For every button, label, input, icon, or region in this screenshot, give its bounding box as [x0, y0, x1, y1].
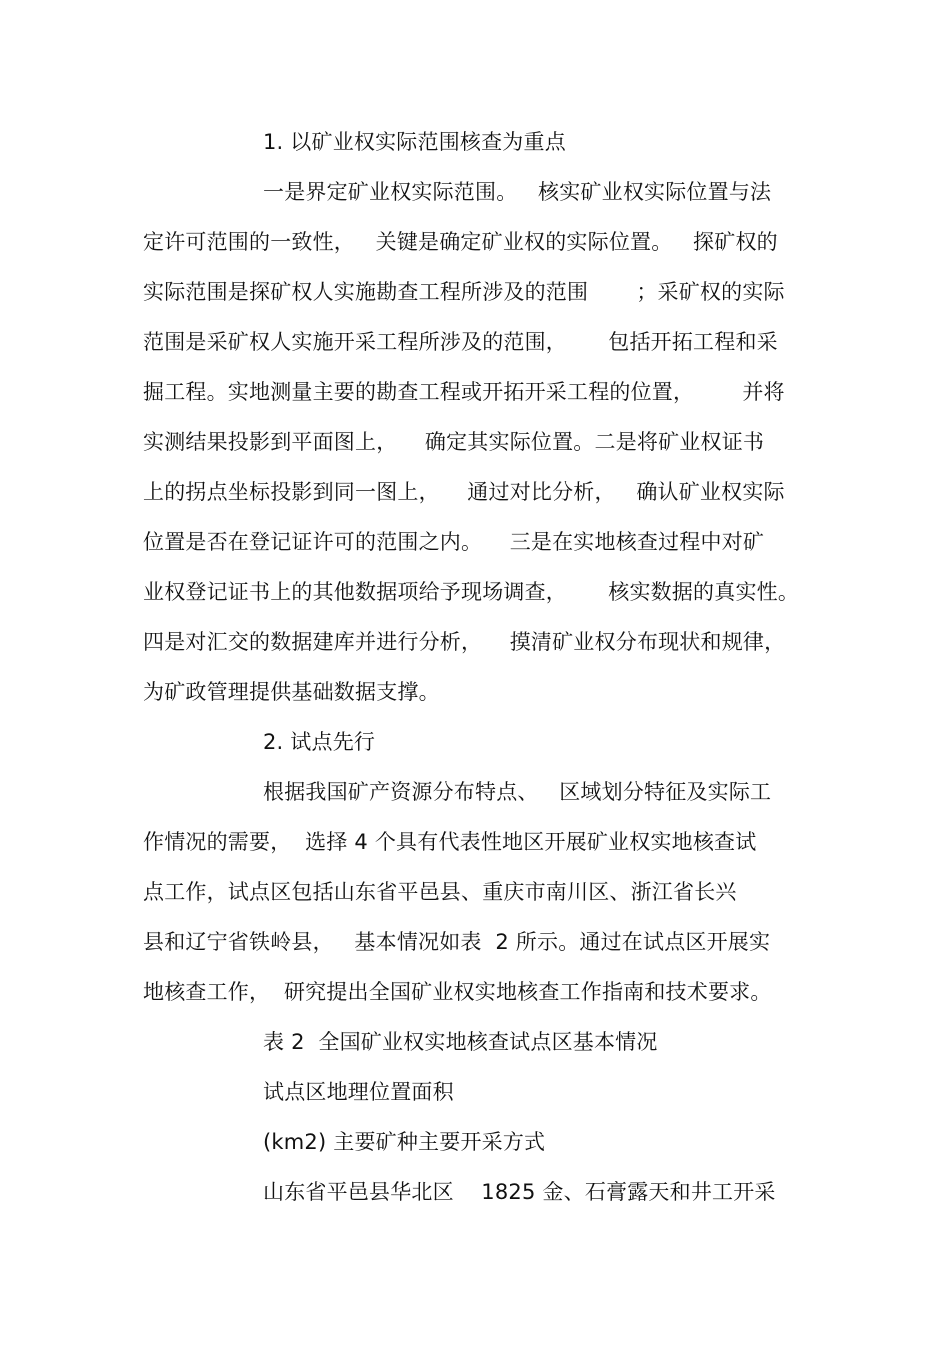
paragraph-line: 位置是否在登记证许可的范围之内。 三是在实地核查过程中对矿: [143, 530, 765, 554]
paragraph-line: 实际范围是探矿权人实施勘查工程所涉及的范围 ；采矿权的实际: [143, 280, 785, 304]
paragraph-line: 业权登记证书上的其他数据项给予现场调查， 核实数据的真实性。: [143, 580, 800, 604]
paragraph-line: 一是界定矿业权实际范围。 核实矿业权实际位置与法: [263, 180, 772, 204]
paragraph-line: 四是对汇交的数据建库并进行分析， 摸清矿业权分布现状和规律，: [143, 630, 786, 654]
paragraph-line: 作情况的需要， 选择 4 个具有代表性地区开展矿业权实地核查试: [143, 830, 757, 854]
table-header-line: 试点区地理位置面积: [263, 1080, 454, 1104]
paragraph-line: 点工作，试点区包括山东省平邑县、重庆市南川区、浙江省长兴: [143, 880, 737, 904]
paragraph-line: 地核查工作， 研究提出全国矿业权实地核查工作指南和技术要求。: [143, 980, 772, 1004]
paragraph-line: 为矿政管理提供基础数据支撑。: [143, 680, 440, 704]
paragraph-line: 根据我国矿产资源分布特点、 区域划分特征及实际工: [263, 780, 772, 804]
section-heading-1: 1. 以矿业权实际范围核查为重点: [263, 130, 566, 154]
paragraph-line: 掘工程。实地测量主要的勘查工程或开拓开采工程的位置， 并将: [143, 380, 785, 404]
paragraph-line: 实测结果投影到平面图上， 确定其实际位置。二是将矿业权证书: [143, 430, 765, 454]
table-header-line: (km2) 主要矿种主要开采方式: [263, 1130, 546, 1154]
paragraph-line: 范围是采矿权人实施开采工程所涉及的范围， 包括开拓工程和采: [143, 330, 778, 354]
paragraph-line: 县和辽宁省铁岭县， 基本情况如表 2 所示。通过在试点区开展实: [143, 930, 771, 954]
table-caption: 表 2 全国矿业权实地核查试点区基本情况: [263, 1030, 658, 1054]
section-heading-2: 2. 试点先行: [263, 730, 376, 754]
paragraph-line: 上的拐点坐标投影到同一图上， 通过对比分析， 确认矿业权实际: [143, 480, 785, 504]
table-row-line: 山东省平邑县华北区 1825 金、石膏露天和井工开采: [263, 1180, 776, 1204]
paragraph-line: 定许可范围的一致性， 关键是确定矿业权的实际位置。 探矿权的: [143, 230, 778, 254]
